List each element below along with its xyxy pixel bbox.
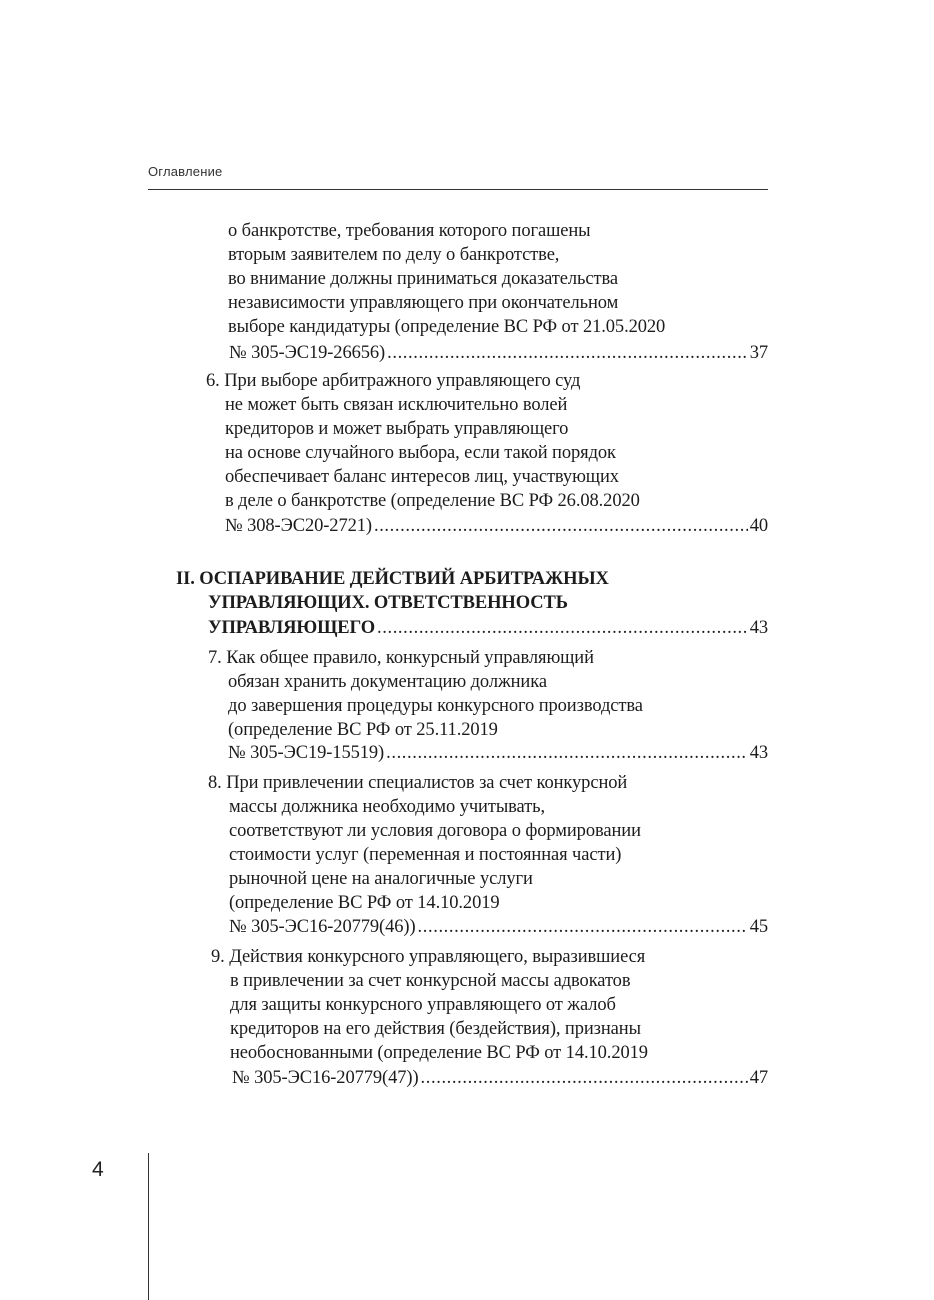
section-heading-line: УПРАВЛЯЮЩИХ. ОТВЕТСТВЕННОСТЬ xyxy=(208,593,568,613)
running-head: Оглавление xyxy=(148,164,223,179)
toc-line: для защиты конкурсного управляющего от жалоб xyxy=(230,995,616,1015)
toc-line: массы должника необходимо учитывать, xyxy=(229,797,546,817)
toc-line-leader xyxy=(228,741,768,765)
toc-line: рыночной цене на аналогичные услуги xyxy=(229,869,533,889)
toc-line-leader xyxy=(229,341,768,365)
section-heading-line: УПРАВЛЯЮЩЕГО xyxy=(208,618,376,638)
toc-ref: № 305-ЭС19-26656) xyxy=(229,343,386,363)
toc-line: (определение ВС РФ от 25.11.2019 xyxy=(228,720,498,740)
dot-leader xyxy=(418,915,748,939)
toc-line: необоснованными (определение ВС РФ от 14.10.2019 xyxy=(230,1043,648,1063)
toc-page-number: 40 xyxy=(749,516,768,536)
dot-leader xyxy=(374,514,748,538)
toc-line: до завершения процедуры конкурсного производства xyxy=(228,696,643,716)
toc-line: 6. При выборе арбитражного управляющего суд xyxy=(206,371,581,391)
section-heading-line: II. ОСПАРИВАНИЕ ДЕЙСТВИЙ АРБИТРАЖНЫХ xyxy=(176,569,609,589)
toc-ref: № 305-ЭС19-15519) xyxy=(228,743,385,763)
toc-line: вторым заявителем по делу о банкротстве, xyxy=(228,245,560,265)
toc-line: (определение ВС РФ от 14.10.2019 xyxy=(229,893,500,913)
toc-page-number: 47 xyxy=(749,1068,768,1088)
toc-line: во внимание должны приниматься доказательства xyxy=(228,269,618,289)
toc-line: кредиторов и может выбрать управляющего xyxy=(225,419,569,439)
toc-line-leader xyxy=(225,514,768,538)
toc-line: о банкротстве, требования которого погашены xyxy=(228,221,591,241)
margin-rule xyxy=(148,1153,149,1300)
toc-line: независимости управляющего при окончательном xyxy=(228,293,619,313)
toc-page-number: 37 xyxy=(749,343,768,363)
toc-line: в привлечении за счет конкурсной массы адвокатов xyxy=(230,971,631,991)
dot-leader xyxy=(386,741,748,765)
header-rule xyxy=(148,189,768,190)
toc-line: 7. Как общее правило, конкурсный управляющий xyxy=(208,648,594,668)
toc-line: на основе случайного выбора, если такой порядок xyxy=(225,443,616,463)
toc-line-leader xyxy=(208,616,768,640)
dot-leader xyxy=(387,341,748,365)
page-number: 4 xyxy=(92,1158,104,1181)
toc-ref: № 305-ЭС16-20779(47)) xyxy=(232,1068,419,1088)
toc-line: кредиторов на его действия (бездействия), признаны xyxy=(230,1019,641,1039)
dot-leader xyxy=(421,1066,748,1090)
toc-page-number: 43 xyxy=(749,743,768,763)
toc-line: стоимости услуг (переменная и постоянная части) xyxy=(229,845,622,865)
toc-line: не может быть связан исключительно волей xyxy=(225,395,568,415)
dot-leader xyxy=(377,616,748,640)
toc-line: соответствуют ли условия договора о формировании xyxy=(229,821,641,841)
toc-line-leader xyxy=(232,1066,768,1090)
toc-ref: № 308-ЭС20-2721) xyxy=(225,516,372,536)
toc-line: выборе кандидатуры (определение ВС РФ от 21.05.2020 xyxy=(228,317,666,337)
toc-page-number: 45 xyxy=(749,917,768,937)
toc-line: 8. При привлечении специалистов за счет конкурсной xyxy=(208,773,628,793)
toc-line: обеспечивает баланс интересов лиц, участвующих xyxy=(225,467,619,487)
toc-page-number: 43 xyxy=(749,618,768,638)
toc-line: в деле о банкротстве (определение ВС РФ 26.08.2020 xyxy=(225,491,640,511)
toc-line-leader xyxy=(229,915,768,939)
toc-line: 9. Действия конкурсного управляющего, выразившиеся xyxy=(211,947,646,967)
toc-line: обязан хранить документацию должника xyxy=(228,672,547,692)
toc-ref: № 305-ЭС16-20779(46)) xyxy=(229,917,416,937)
